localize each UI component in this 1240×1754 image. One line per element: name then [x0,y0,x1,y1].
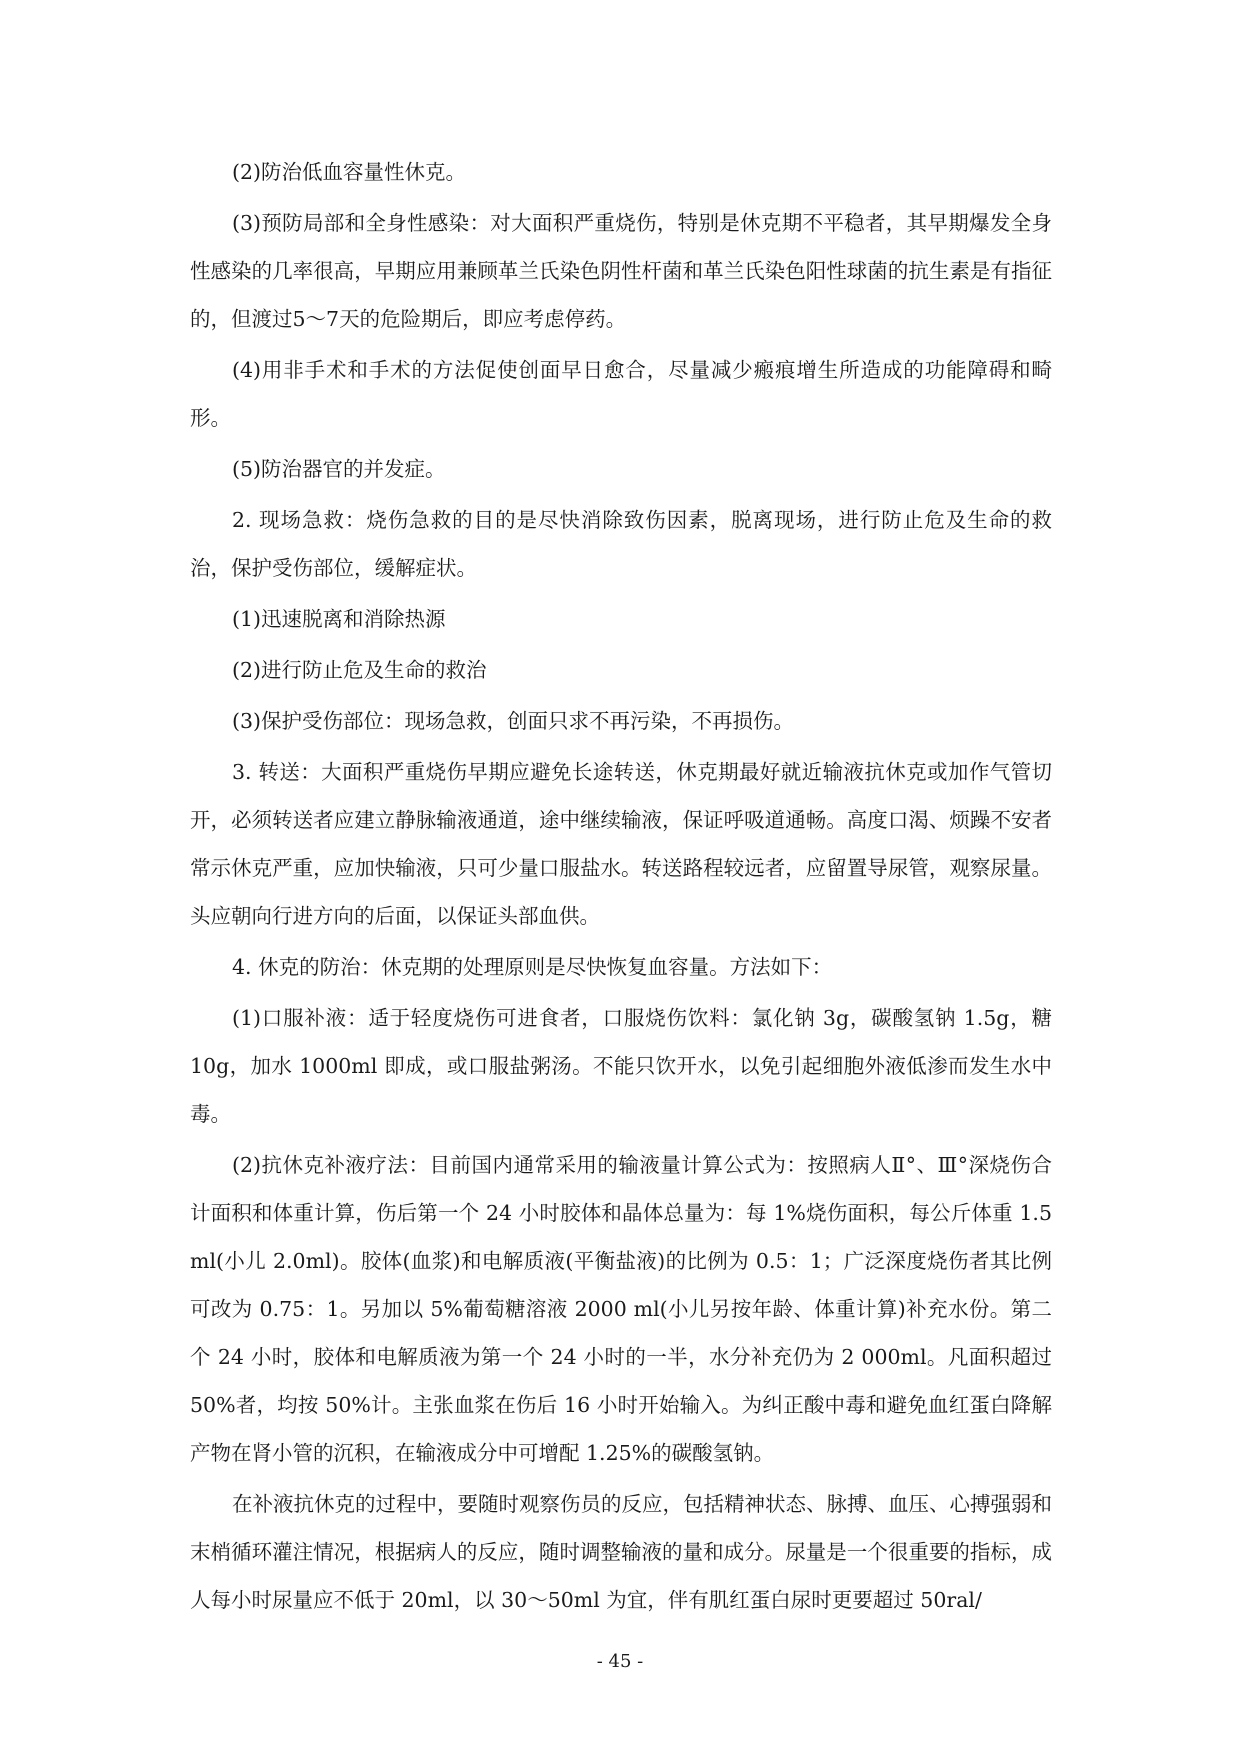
document-body [190,148,1052,1627]
paragraph-11: (1)口服补液：适于轻度烧伤可进食者，口服烧伤饮料：氯化钠 3g，碳酸氢钠 1.5g，糖 10g，加水 1000ml 即成，或口服盐粥汤。不能只饮开水，以免引起细胞外液低渗而发生水中毒。 [190,1006,1052,1126]
page-number: - 45 - [596,1651,644,1672]
paragraph-9: 3. 转送：大面积严重烧伤早期应避免长途转送，休克期最好就近输液抗休克或加作气管切开，必须转送者应建立静脉输液通道，途中继续输液，保证呼吸道通畅。高度口渴、烦躁不安者常示休克严重，应加快输液，只可少量口服盐水。转送路程较远者，应留置导尿管，观察尿量。头应朝向行进方向的后面，以保证头部血供。 [190,760,1052,928]
paragraph-6: (1)迅速脱离和消除热源 [232,607,446,631]
paragraph-4: (5)防治器官的并发症。 [232,457,446,481]
paragraph-12: (2)抗休克补液疗法：目前国内通常采用的输液量计算公式为：按照病人Ⅱ°、Ⅲ°深烧伤合计面积和体重计算，伤后第一个 24 小时胶体和晶体总量为：每 1%烧伤面积，每公斤体重 1.5 ml(小儿 2.0ml)。胶体(血浆)和电解质液(平衡盐液)的比例为 0.5：1；广泛深度烧伤者其比例可改为 0.75：1。另加以 5%葡萄糖溶液 2000 ml(小儿另按年龄、体重计算)补充水份。第二个 24 小时，胶体和电解质液为第一个 24 小时的一半，水分补充仍为 2 000ml。凡面积超过 50%者，均按 50%计。主张血浆在伤后 16 小时开始输入。为纠正酸中毒和避免血红蛋白降解产物在肾小管的沉积，在输液成分中可增配 1.25%的碳酸氢钠。 [190,1153,1052,1465]
paragraph-10: 4. 休克的防治：休克期的处理原则是尽快恢复血容量。方法如下： [232,955,833,979]
paragraph-8: (3)保护受伤部位：现场急救，创面只求不再污染，不再损伤。 [232,709,795,733]
paragraph-13: 在补液抗休克的过程中，要随时观察伤员的反应，包括精神状态、脉搏、血压、心搏强弱和末梢循环灌注情况，根据病人的反应，随时调整输液的量和成分。尿量是一个很重要的指标，成人每小时尿量应不低于 20ml，以 30～50ml 为宜，伴有肌红蛋白尿时更要超过 50ral/ [190,1492,1052,1612]
paragraph-7: (2)进行防止危及生命的救治 [232,658,487,682]
paragraph-5: 2. 现场急救：烧伤急救的目的是尽快消除致伤因素，脱离现场，进行防止危及生命的救治，保护受伤部位，缓解症状。 [190,508,1052,580]
paragraph-3: (4)用非手术和手术的方法促使创面早日愈合，尽量减少瘢痕增生所造成的功能障碍和畸形。 [190,358,1052,430]
paragraph-1: (2)防治低血容量性休克。 [232,160,467,184]
paragraph-2: (3)预防局部和全身性感染：对大面积严重烧伤，特别是休克期不平稳者，其早期爆发全身性感染的几率很高，早期应用兼顾革兰氏染色阴性杆菌和革兰氏染色阳性球菌的抗生素是有指征的，但渡过5～7天的危险期后，即应考虑停药。 [190,211,1052,331]
